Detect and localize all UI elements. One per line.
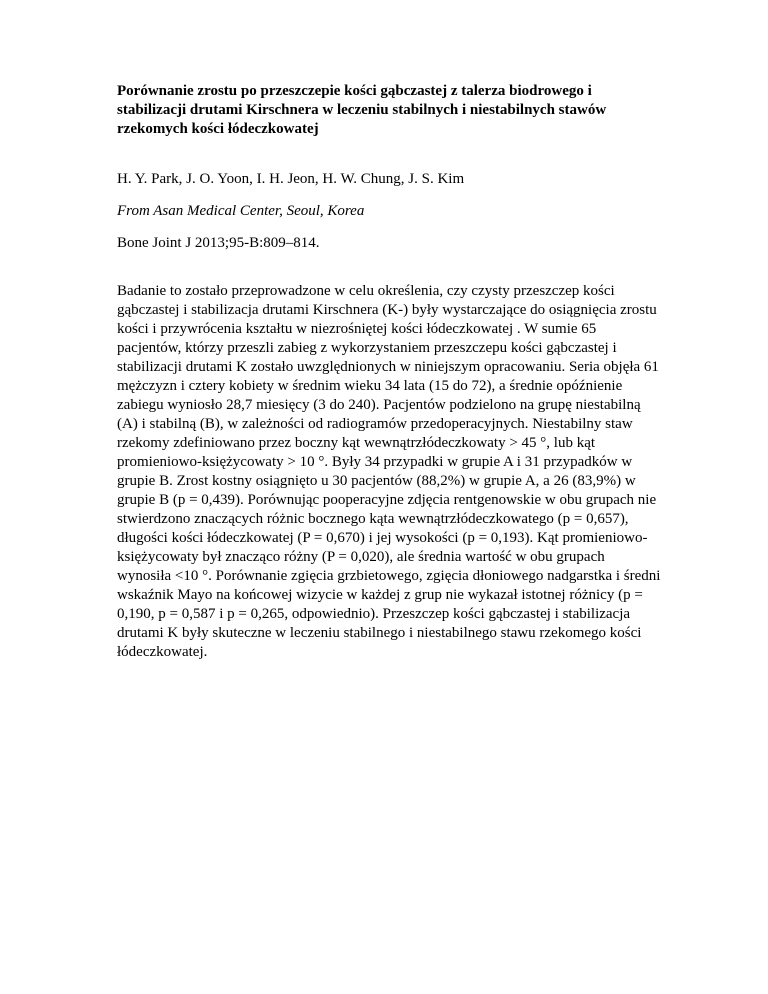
document-page (117, 82, 662, 660)
author-list: H. Y. Park, J. O. Yoon, I. H. Jeon, H. W. Chung, J. S. Kim (117, 171, 465, 187)
journal-citation: Bone Joint J 2013;95-B:809–814. (117, 235, 320, 251)
affiliation: From Asan Medical Center, Seoul, Korea (117, 203, 365, 219)
abstract-paragraph: Badanie to zostało przeprowadzone w celu określenia, czy czysty przeszczep kości gąbczastej i stabilizacja drutami Kirschnera (K-) były wystarczające do osiągnięcia zrostu kości i przywrócenia kształtu w niezrośniętej kości łódeczkowatej . W sumie 65 pacjentów, którzy przeszli zabieg z wykorzystaniem przeszczepu kości gąbczastej i stabilizacji drutami K zostało uwzględnionych w niniejszym opracowaniu. Seria objęła 61 mężczyzn i cztery kobiety w średnim wieku 34 lata (15 do 72), a średnie opóźnienie zabiegu wyniosło 28,7 miesięcy (3 do 240). Pacjentów podzielono na grupę niestabilną (A) i stabilną (B), w zależności od radiogramów przedoperacyjnych. Niestabilny staw rzekomy zdefiniowano przez boczny kąt wewnątrzłódeczkowaty > 45 °, lub kąt promieniowo-księżycowaty > 10 °. Były 34 przypadki w grupie A i 31 przypadków w grupie B. Zrost kostny osiągnięto u 30 pacjentów (88,2%) w grupie A, a 26 (83,9%) w grupie B (p = 0,439). Porównując pooperacyjne zdjęcia rentgenowskie w obu grupach nie stwierdzono znaczących różnic bocznego kąta wewnątrzłódeczkowatego (p = 0,657), długości kości łódeczkowatej (P = 0,670) i jej wysokości (p = 0,193). Kąt promieniowo-księżycowaty był znacząco różny (P = 0,020), ale średnia wartość w obu grupach wynosiła <10 °. Porównanie zgięcia grzbietowego, zgięcia dłoniowego nadgarstka i średni wskaźnik Mayo na końcowej wizycie w każdej z grup nie wykazał istotnej różnicy (p = 0,190, p = 0,587 i p = 0,265, odpowiednio). Przeszczep kości gąbczastej i stabilizacja drutami K były skuteczne w leczeniu stabilnego i niestabilnego stawu rzekomego kości łódeczkowatej. (117, 283, 661, 660)
document-title: Porównanie zrostu po przeszczepie kości gąbczastej z talerza biodrowego i stabilizacji drutami Kirschnera w leczeniu stabilnych i niestabilnych stawów rzekomych kości łódeczkowatej (117, 83, 607, 137)
